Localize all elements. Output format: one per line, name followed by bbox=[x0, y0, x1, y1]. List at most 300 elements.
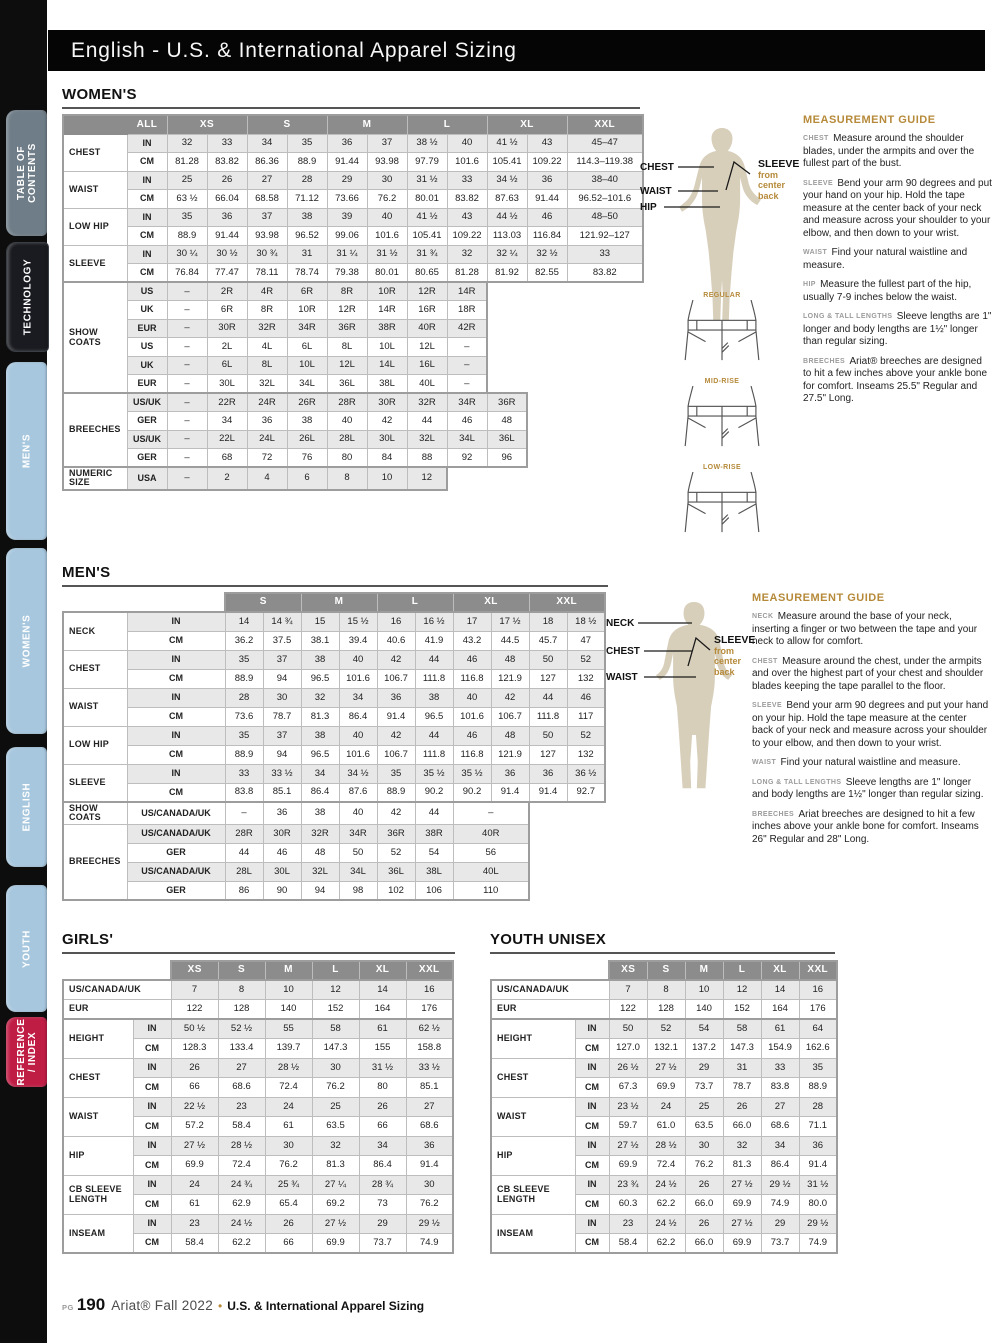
value-cell: 42 bbox=[367, 412, 407, 431]
value-cell: – bbox=[167, 319, 207, 338]
value-cell: 8R bbox=[247, 301, 287, 320]
value-cell: 158.8 bbox=[406, 1039, 453, 1059]
value-cell: 81.3 bbox=[723, 1156, 761, 1176]
value-cell: 34 bbox=[339, 688, 377, 707]
table-row bbox=[491, 980, 837, 1000]
value-cell: 122 bbox=[171, 1000, 218, 1020]
value-cell: 30 bbox=[265, 1136, 312, 1156]
value-cell: 94 bbox=[263, 745, 301, 764]
womens-size-chart bbox=[62, 114, 644, 491]
value-cell: 91.4 bbox=[406, 1156, 453, 1176]
value-cell: 96.5 bbox=[301, 669, 339, 688]
sidebar-tab-table-of-contents[interactable] bbox=[6, 110, 47, 236]
guide-entry: HIP Measure the fullest part of the hip, usually 7-9 inches below the waist. bbox=[803, 279, 972, 303]
table-row bbox=[63, 319, 487, 338]
table-row bbox=[63, 881, 529, 900]
value-cell: 24 ½ bbox=[218, 1214, 265, 1234]
value-cell: 152 bbox=[723, 1000, 761, 1020]
value-cell: 61 bbox=[359, 1019, 406, 1039]
value-cell: 23 bbox=[609, 1214, 647, 1234]
value-cell: 44 bbox=[415, 726, 453, 745]
unit-cell: IN bbox=[127, 171, 167, 190]
unit-cell: IN bbox=[133, 1019, 171, 1039]
jeans-diagram-icon bbox=[682, 386, 762, 448]
table-row bbox=[63, 412, 527, 431]
value-cell: 68.6 bbox=[218, 1078, 265, 1098]
value-cell: 14 bbox=[225, 612, 263, 631]
value-cell: 80 bbox=[359, 1078, 406, 1098]
value-cell: 8R bbox=[327, 282, 367, 301]
table-row bbox=[63, 745, 605, 764]
value-cell: 8 bbox=[647, 980, 685, 1000]
value-cell: 6R bbox=[287, 282, 327, 301]
value-cell: 22 ½ bbox=[171, 1097, 218, 1117]
value-cell: 26 bbox=[685, 1175, 723, 1195]
value-cell: 121.9 bbox=[491, 745, 529, 764]
value-cell: 10L bbox=[367, 338, 407, 357]
value-cell: 81.28 bbox=[167, 153, 207, 172]
value-cell: 16L bbox=[407, 356, 447, 375]
table-row bbox=[63, 227, 643, 246]
value-cell: 24 ½ bbox=[647, 1175, 685, 1195]
size-header: XL bbox=[359, 961, 406, 980]
value-cell: 94 bbox=[301, 881, 339, 900]
value-cell: 99.06 bbox=[327, 227, 367, 246]
value-cell: 101.6 bbox=[339, 745, 377, 764]
table-row bbox=[63, 190, 643, 209]
jeans-diagram-icon bbox=[682, 472, 762, 534]
value-cell: 63 ½ bbox=[167, 190, 207, 209]
value-cell: – bbox=[167, 375, 207, 394]
unit-cell: IN bbox=[575, 1058, 609, 1078]
size-header: XS bbox=[167, 115, 247, 134]
value-cell: 101.6 bbox=[447, 153, 487, 172]
unit-cell: IN bbox=[127, 134, 167, 153]
size-header: M bbox=[301, 593, 377, 612]
value-cell: 45.7 bbox=[529, 631, 567, 650]
value-cell: 40 bbox=[339, 802, 377, 824]
value-cell: 27 ¼ bbox=[312, 1175, 359, 1195]
value-cell: 32R bbox=[247, 319, 287, 338]
value-cell: 56 bbox=[453, 843, 529, 862]
value-cell: 58 bbox=[312, 1019, 359, 1039]
page-number: 190 bbox=[76, 1295, 106, 1314]
size-header: L bbox=[723, 961, 761, 980]
value-cell: 28L bbox=[327, 430, 367, 449]
value-cell: 39 bbox=[327, 208, 367, 227]
value-cell: 106.7 bbox=[377, 669, 415, 688]
value-cell: 88.9 bbox=[167, 227, 207, 246]
value-cell: 8L bbox=[327, 338, 367, 357]
value-cell: 127 bbox=[529, 669, 567, 688]
value-cell: 31 bbox=[723, 1058, 761, 1078]
table-row bbox=[63, 375, 487, 394]
page-footer bbox=[62, 1295, 424, 1315]
value-cell: 6L bbox=[207, 356, 247, 375]
value-cell: 67.3 bbox=[609, 1078, 647, 1098]
guide-term: CHEST bbox=[752, 657, 781, 665]
value-cell: 27 bbox=[218, 1058, 265, 1078]
table-row bbox=[63, 1058, 453, 1078]
value-cell: 36 bbox=[327, 134, 367, 153]
unit-cell: CM bbox=[127, 745, 225, 764]
table-row bbox=[63, 650, 605, 669]
table-row bbox=[63, 669, 605, 688]
value-cell: 12L bbox=[327, 356, 367, 375]
table-row bbox=[63, 612, 605, 631]
value-cell: 78.11 bbox=[247, 264, 287, 283]
value-cell: 33 ½ bbox=[263, 764, 301, 783]
value-cell: 36L bbox=[487, 430, 527, 449]
value-cell: – bbox=[167, 356, 207, 375]
pg-label: PG bbox=[62, 1303, 74, 1312]
row-label: WAIST bbox=[63, 1097, 133, 1136]
girls-table-0 bbox=[62, 979, 454, 1020]
value-cell: 31 bbox=[287, 245, 327, 264]
value-cell: 48 bbox=[491, 726, 529, 745]
sidebar-tab-men-s[interactable] bbox=[6, 362, 47, 540]
value-cell: 88.9 bbox=[225, 669, 263, 688]
rise-diagrams bbox=[680, 292, 768, 550]
row-label: WAIST bbox=[63, 171, 127, 208]
table-row bbox=[491, 1097, 837, 1117]
value-cell: 74.9 bbox=[799, 1234, 837, 1254]
value-cell: 93.98 bbox=[247, 227, 287, 246]
value-cell: 66 bbox=[265, 1234, 312, 1254]
value-cell: 28 bbox=[287, 171, 327, 190]
value-cell: 10R bbox=[367, 282, 407, 301]
mens-table-0 bbox=[62, 611, 606, 803]
girls-size-header-band bbox=[170, 960, 454, 981]
value-cell: 90.2 bbox=[453, 783, 491, 802]
value-cell: 58.4 bbox=[171, 1234, 218, 1254]
value-cell: 37 bbox=[263, 650, 301, 669]
value-cell: 31 ½ bbox=[407, 171, 447, 190]
value-cell: 48 bbox=[487, 412, 527, 431]
row-label: LOW HIP bbox=[63, 208, 127, 245]
value-cell: 35 bbox=[225, 726, 263, 745]
value-cell: 92 bbox=[447, 449, 487, 468]
value-cell: 101.6 bbox=[453, 707, 491, 726]
value-cell: 86.4 bbox=[359, 1156, 406, 1176]
value-cell: 66.0 bbox=[685, 1195, 723, 1215]
value-cell: 30 ¾ bbox=[247, 245, 287, 264]
unit-cell: CM bbox=[575, 1234, 609, 1254]
table-row bbox=[491, 1058, 837, 1078]
unit-cell: CM bbox=[133, 1234, 171, 1254]
youth-heading: YOUTH UNISEX bbox=[490, 931, 607, 948]
value-cell: 88.9 bbox=[799, 1078, 837, 1098]
value-cell: 29 bbox=[359, 1214, 406, 1234]
value-cell: 91.44 bbox=[527, 190, 567, 209]
value-cell: 68.6 bbox=[761, 1117, 799, 1137]
value-cell: 50 bbox=[609, 1019, 647, 1039]
value-cell: 43 bbox=[527, 134, 567, 153]
value-cell: 62.2 bbox=[218, 1234, 265, 1254]
value-cell: 132 bbox=[567, 669, 605, 688]
value-cell: 116.8 bbox=[453, 669, 491, 688]
value-cell: 23 bbox=[171, 1214, 218, 1234]
row-label: SLEEVE bbox=[63, 245, 127, 282]
value-cell: 105.41 bbox=[487, 153, 527, 172]
value-cell: 28 bbox=[225, 688, 263, 707]
value-cell: 41 ½ bbox=[487, 134, 527, 153]
value-cell: 12 bbox=[407, 467, 447, 490]
value-cell: 68.6 bbox=[406, 1117, 453, 1137]
value-cell: 40.6 bbox=[377, 631, 415, 650]
table-row bbox=[63, 449, 527, 468]
unit-cell: US/CANADA/UK bbox=[127, 824, 225, 843]
value-cell: 48 bbox=[301, 843, 339, 862]
value-cell: 140 bbox=[685, 1000, 723, 1020]
value-cell: 36R bbox=[377, 824, 415, 843]
unit-cell: IN bbox=[127, 208, 167, 227]
value-cell: 40R bbox=[407, 319, 447, 338]
value-cell: 82.55 bbox=[527, 264, 567, 283]
table-row bbox=[63, 1097, 453, 1117]
unit-cell: CM bbox=[133, 1039, 171, 1059]
guide-entry: CHEST Measure around the chest, under the armpits and over the highest part of your chest and shoulder blades keeping the tape parallel to the floor. bbox=[752, 655, 984, 692]
rise-item-low-rise bbox=[680, 464, 764, 539]
value-cell: 69.9 bbox=[723, 1195, 761, 1215]
value-cell: 86.4 bbox=[339, 707, 377, 726]
value-cell: 58 bbox=[723, 1019, 761, 1039]
value-cell: – bbox=[167, 412, 207, 431]
value-cell: 87.6 bbox=[339, 783, 377, 802]
tab-label: WOMEN'S bbox=[20, 614, 32, 668]
value-cell: 50 ½ bbox=[171, 1019, 218, 1039]
unit-cell: CM bbox=[127, 153, 167, 172]
value-cell: 30 ¼ bbox=[167, 245, 207, 264]
womens-table-0 bbox=[62, 114, 644, 283]
value-cell: 78.74 bbox=[287, 264, 327, 283]
value-cell: 69.2 bbox=[312, 1195, 359, 1215]
table-row bbox=[63, 980, 453, 1000]
row-label: BREECHES bbox=[63, 824, 127, 900]
value-cell: 76.2 bbox=[367, 190, 407, 209]
value-cell: 52 bbox=[647, 1019, 685, 1039]
value-cell: 32L bbox=[407, 430, 447, 449]
value-cell: 97.79 bbox=[407, 153, 447, 172]
value-cell: 24L bbox=[247, 430, 287, 449]
value-cell: 40 bbox=[447, 134, 487, 153]
unit-cell: CM bbox=[575, 1156, 609, 1176]
sleeve-sublabel: from center back bbox=[714, 646, 742, 677]
womens-table-3 bbox=[62, 466, 448, 491]
value-cell: 7 bbox=[171, 980, 218, 1000]
value-cell: 42 bbox=[377, 726, 415, 745]
value-cell: 55 bbox=[265, 1019, 312, 1039]
value-cell: 44 ½ bbox=[487, 208, 527, 227]
unit-cell: CM bbox=[133, 1195, 171, 1215]
value-cell: 46 bbox=[527, 208, 567, 227]
girls-table-1 bbox=[62, 1018, 454, 1254]
value-cell: 60.3 bbox=[609, 1195, 647, 1215]
value-cell: 36L bbox=[327, 375, 367, 394]
unit-cell: GER bbox=[127, 843, 225, 862]
value-cell: 65.4 bbox=[265, 1195, 312, 1215]
value-cell: 38R bbox=[415, 824, 453, 843]
row-label: HEIGHT bbox=[491, 1019, 575, 1058]
row-label: HIP bbox=[491, 1136, 575, 1175]
value-cell: 4 bbox=[247, 467, 287, 490]
value-cell: 78.7 bbox=[263, 707, 301, 726]
value-cell: 36R bbox=[487, 393, 527, 412]
mens-table-1 bbox=[62, 801, 530, 901]
value-cell: 91.44 bbox=[327, 153, 367, 172]
value-cell: 37 bbox=[247, 208, 287, 227]
rise-item-mid-rise bbox=[680, 378, 764, 453]
value-cell: 36 bbox=[377, 688, 415, 707]
value-cell: 121.92–127 bbox=[567, 227, 643, 246]
rise-item-regular bbox=[680, 292, 764, 367]
value-cell: 25 bbox=[312, 1097, 359, 1117]
mens-heading: MEN'S bbox=[62, 564, 111, 581]
value-cell: 117 bbox=[567, 707, 605, 726]
rise-label: REGULAR bbox=[703, 292, 741, 299]
value-cell: 61 bbox=[171, 1195, 218, 1215]
value-cell: 26 bbox=[171, 1058, 218, 1078]
value-cell: 96 bbox=[487, 449, 527, 468]
value-cell: 31 ½ bbox=[367, 245, 407, 264]
value-cell: 80.01 bbox=[407, 190, 447, 209]
girls-heading: GIRLS' bbox=[62, 931, 114, 948]
value-cell: 63.5 bbox=[685, 1117, 723, 1137]
unit-cell: US bbox=[127, 282, 167, 301]
value-cell: 69.9 bbox=[647, 1078, 685, 1098]
table-row bbox=[63, 264, 643, 283]
value-cell: 62.2 bbox=[647, 1195, 685, 1215]
mens-sleeve-callout bbox=[714, 634, 756, 677]
value-cell: 28 ¾ bbox=[359, 1175, 406, 1195]
value-cell: – bbox=[167, 467, 207, 490]
value-cell: 64 bbox=[799, 1019, 837, 1039]
unit-cell: IN bbox=[127, 650, 225, 669]
value-cell: 74.9 bbox=[761, 1195, 799, 1215]
value-cell: 96.52 bbox=[287, 227, 327, 246]
unit-cell: CM bbox=[133, 1078, 171, 1098]
womens-figure-label-waist: WAIST bbox=[640, 186, 672, 197]
rise-label: LOW-RISE bbox=[702, 464, 742, 471]
guide-title: MEASUREMENT GUIDE bbox=[752, 592, 885, 604]
value-cell: 18 ½ bbox=[567, 612, 605, 631]
value-cell: – bbox=[225, 802, 263, 824]
value-cell: 26 bbox=[359, 1097, 406, 1117]
value-cell: 80 bbox=[327, 449, 367, 468]
value-cell: 109.22 bbox=[447, 227, 487, 246]
unit-cell: IN bbox=[133, 1214, 171, 1234]
value-cell: 72.4 bbox=[265, 1078, 312, 1098]
value-cell: 8 bbox=[218, 980, 265, 1000]
value-cell: 83.82 bbox=[567, 264, 643, 283]
value-cell: 35 bbox=[287, 134, 327, 153]
size-header: ALL bbox=[127, 115, 167, 134]
value-cell: 38 bbox=[287, 412, 327, 431]
value-cell: 10L bbox=[287, 356, 327, 375]
value-cell: 50 bbox=[529, 726, 567, 745]
value-cell: 44 bbox=[529, 688, 567, 707]
value-cell: 41.9 bbox=[415, 631, 453, 650]
value-cell: 36 bbox=[529, 764, 567, 783]
value-cell: 40 bbox=[339, 726, 377, 745]
value-cell: 28R bbox=[327, 393, 367, 412]
guide-title: MEASUREMENT GUIDE bbox=[803, 114, 936, 126]
womens-table-1 bbox=[62, 281, 488, 394]
value-cell: 24 ½ bbox=[647, 1214, 685, 1234]
guide-term: HIP bbox=[803, 281, 819, 288]
value-cell: 68 bbox=[207, 449, 247, 468]
value-cell: 69.9 bbox=[171, 1156, 218, 1176]
sidebar-tab-reference-index[interactable] bbox=[6, 1017, 47, 1087]
unit-cell: CM bbox=[575, 1117, 609, 1137]
unit-cell: CM bbox=[127, 669, 225, 688]
value-cell: 27 bbox=[247, 171, 287, 190]
value-cell: 23 ½ bbox=[609, 1097, 647, 1117]
value-cell: 83.82 bbox=[447, 190, 487, 209]
value-cell: 27 bbox=[406, 1097, 453, 1117]
value-cell: 81.92 bbox=[487, 264, 527, 283]
value-cell: 46 bbox=[453, 650, 491, 669]
table-row bbox=[63, 1214, 453, 1234]
value-cell: 78.7 bbox=[723, 1078, 761, 1098]
size-header: L bbox=[407, 115, 487, 134]
sleeve-sublabel: from center back bbox=[758, 170, 786, 201]
size-header: S bbox=[647, 961, 685, 980]
value-cell: 18R bbox=[447, 301, 487, 320]
value-cell: 34L bbox=[447, 430, 487, 449]
sidebar-tab-english[interactable] bbox=[6, 747, 47, 867]
value-cell: 83.8 bbox=[225, 783, 263, 802]
sidebar-tab-women-s[interactable] bbox=[6, 548, 47, 734]
guide-term: NECK bbox=[752, 613, 776, 620]
value-cell: 34 ½ bbox=[339, 764, 377, 783]
mens-rule bbox=[62, 585, 608, 587]
value-cell: 41 ½ bbox=[407, 208, 447, 227]
value-cell: 34L bbox=[287, 375, 327, 394]
value-cell: 38 bbox=[287, 208, 327, 227]
table-row bbox=[63, 282, 487, 301]
value-cell: 32 bbox=[301, 688, 339, 707]
value-cell: 61 bbox=[265, 1117, 312, 1137]
sidebar-tab-youth[interactable] bbox=[6, 885, 47, 1012]
value-cell: 33 bbox=[447, 171, 487, 190]
unit-cell: US/UK bbox=[127, 430, 167, 449]
row-label: US/CANADA/UK bbox=[63, 980, 171, 1000]
value-cell: 36 bbox=[799, 1136, 837, 1156]
row-label: SLEEVE bbox=[63, 764, 127, 802]
value-cell: – bbox=[447, 375, 487, 394]
unit-cell: IN bbox=[575, 1097, 609, 1117]
value-cell: 73 bbox=[359, 1195, 406, 1215]
tab-label: REFERENCE / INDEX bbox=[15, 1018, 38, 1086]
value-cell: 66 bbox=[171, 1078, 218, 1098]
value-cell: 36R bbox=[327, 319, 367, 338]
unit-cell: IN bbox=[575, 1175, 609, 1195]
mens-measurement-figure bbox=[600, 594, 760, 804]
unit-cell: CM bbox=[133, 1117, 171, 1137]
womens-sleeve-callout bbox=[758, 158, 800, 201]
unit-cell: IN bbox=[127, 726, 225, 745]
value-cell: 61 bbox=[761, 1019, 799, 1039]
value-cell: 155 bbox=[359, 1039, 406, 1059]
value-cell: 91.4 bbox=[491, 783, 529, 802]
sidebar-tab-technology[interactable] bbox=[6, 242, 49, 352]
value-cell: – bbox=[167, 338, 207, 357]
guide-term: WAIST bbox=[752, 759, 779, 766]
value-cell: 58.4 bbox=[609, 1234, 647, 1254]
row-label: NECK bbox=[63, 612, 127, 650]
value-cell: 69.9 bbox=[723, 1234, 761, 1254]
